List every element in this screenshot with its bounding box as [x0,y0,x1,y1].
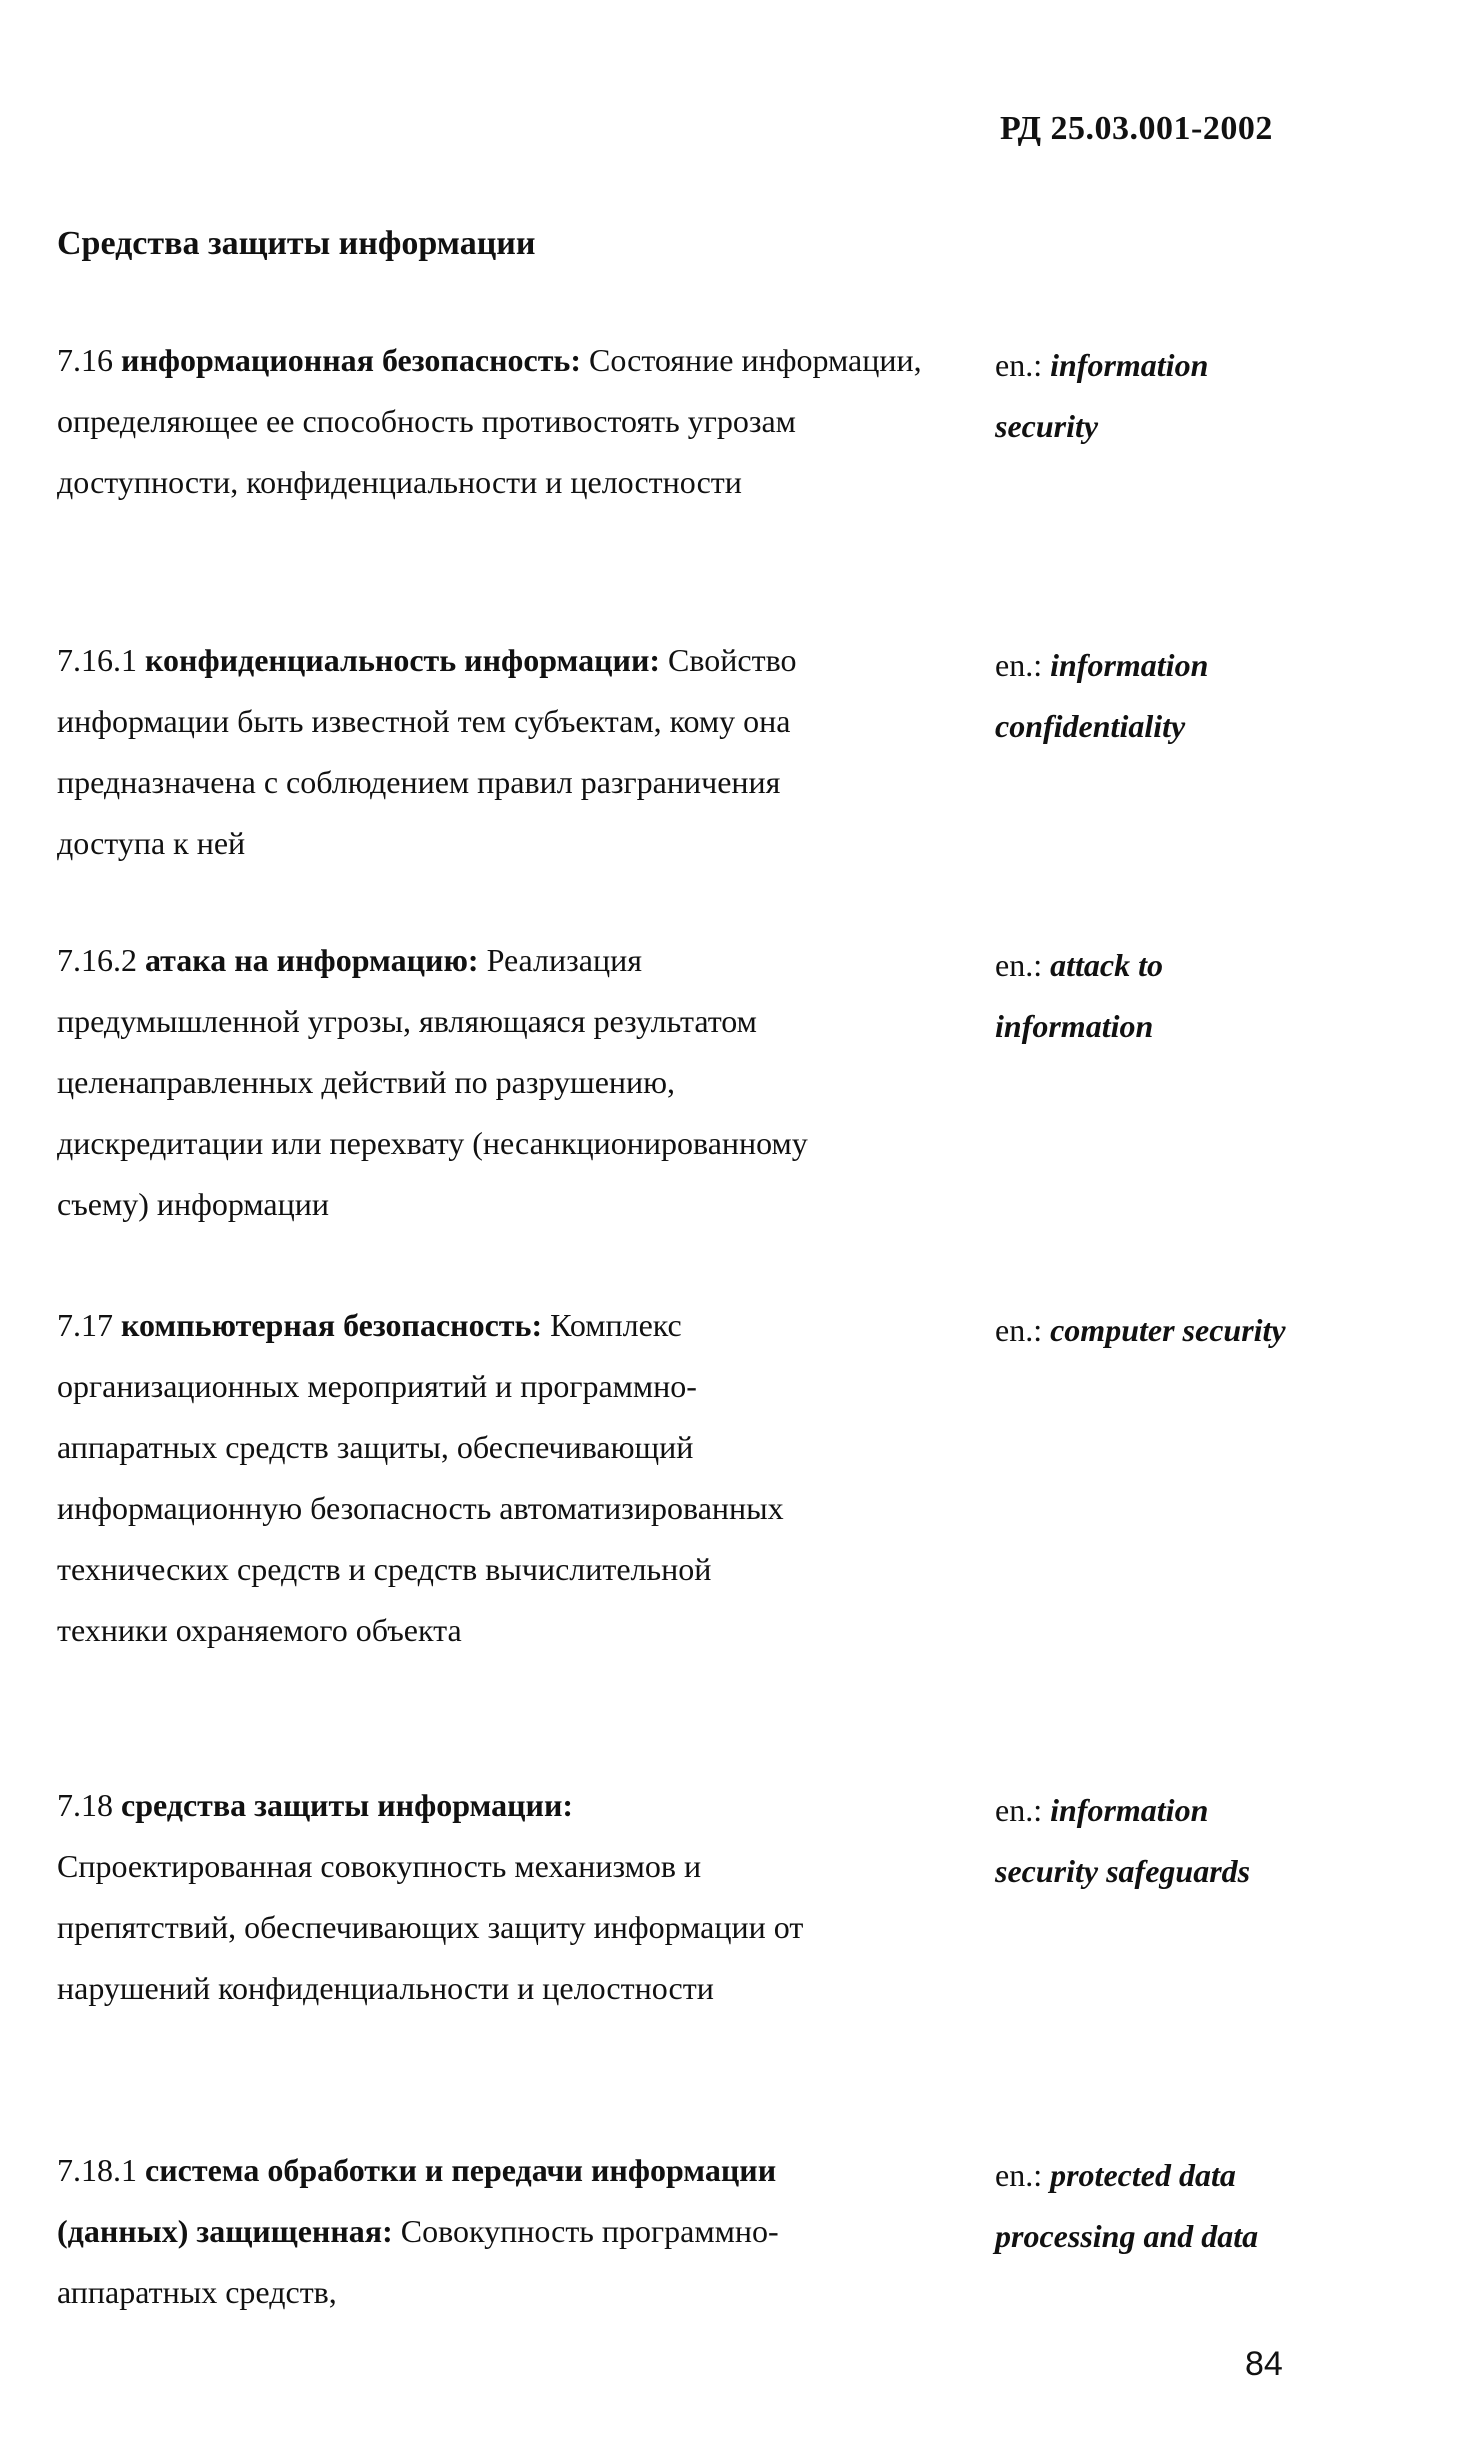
document-code: РД 25.03.001-2002 [1000,110,1273,147]
entry-number: 7.18 [57,1787,121,1823]
en-term: protected data processing and data [995,2157,1259,2254]
en-equivalent-7-16-2 [995,935,1315,1057]
term-entry-7-16 [57,330,957,513]
en-prefix: en.: [995,647,1051,683]
term-entry-7-16-1 [57,630,837,874]
en-prefix: en.: [995,1792,1051,1828]
en-term: computer security [1050,1312,1286,1348]
en-prefix: en.: [995,347,1051,383]
entry-term: компьютерная безопасность: [121,1307,551,1343]
entry-number: 7.16.2 [57,942,145,978]
page-number: 84 [1245,2345,1283,2383]
entry-number: 7.16 [57,342,121,378]
entry-term: информационная безопасность: [121,342,589,378]
en-equivalent-7-17 [995,1300,1315,1361]
section-title: Средства защиты информации [57,225,536,262]
en-term: attack to information [995,947,1163,1044]
en-term: information security safeguards [995,1792,1251,1889]
en-term: information security [995,347,1209,444]
entry-number: 7.17 [57,1307,121,1343]
entry-term: система обработки и передачи информации (данных) защищенная: [57,2152,777,2249]
en-equivalent-7-18 [995,1780,1275,1902]
en-equivalent-7-16-1 [995,635,1315,757]
en-equivalent-7-16 [995,335,1315,457]
term-entry-7-17 [57,1295,797,1661]
en-prefix: en.: [995,1312,1051,1348]
entry-definition: Комплекс организационных мероприятий и программно-аппаратных средств защиты, обеспечивающий информационную безопасность автоматизированных технических средств и средств вычислительной техники охраняемого объекта [57,1307,784,1648]
entry-number: 7.16.1 [57,642,145,678]
entry-definition: Совокупность программно-аппаратных средств, [57,2213,779,2310]
en-equivalent-7-18-1 [995,2145,1275,2267]
entry-definition: Спроектированная совокупность механизмов и препятствий, обеспечивающих защиту информации от нарушений конфиденциальности и целостности [57,1848,804,2006]
entry-term: средства защиты информации: [121,1787,574,1823]
term-entry-7-18-1 [57,2140,797,2323]
term-entry-7-16-2 [57,930,837,1235]
en-prefix: en.: [995,2157,1051,2193]
entry-definition: Состояние информации, определяющее ее способность противостоять угрозам доступности, конфиденциальности и целостности [57,342,922,500]
term-entry-7-18 [57,1775,817,2019]
entry-definition: Свойство информации быть известной тем субъектам, кому она предназначена с соблюдением правил разграничения доступа к ней [57,642,797,861]
entry-number: 7.18.1 [57,2152,145,2188]
entry-definition: Реализация предумышленной угрозы, являющаяся результатом целенаправленных действий по разрушению, дискредитации или перехвату (несанкционированному съему) информации [57,942,808,1222]
en-prefix: en.: [995,947,1051,983]
en-term: information confidentiality [995,647,1209,744]
entry-term: атака на информацию: [145,942,487,978]
entry-term: конфиденциальность информации: [145,642,669,678]
